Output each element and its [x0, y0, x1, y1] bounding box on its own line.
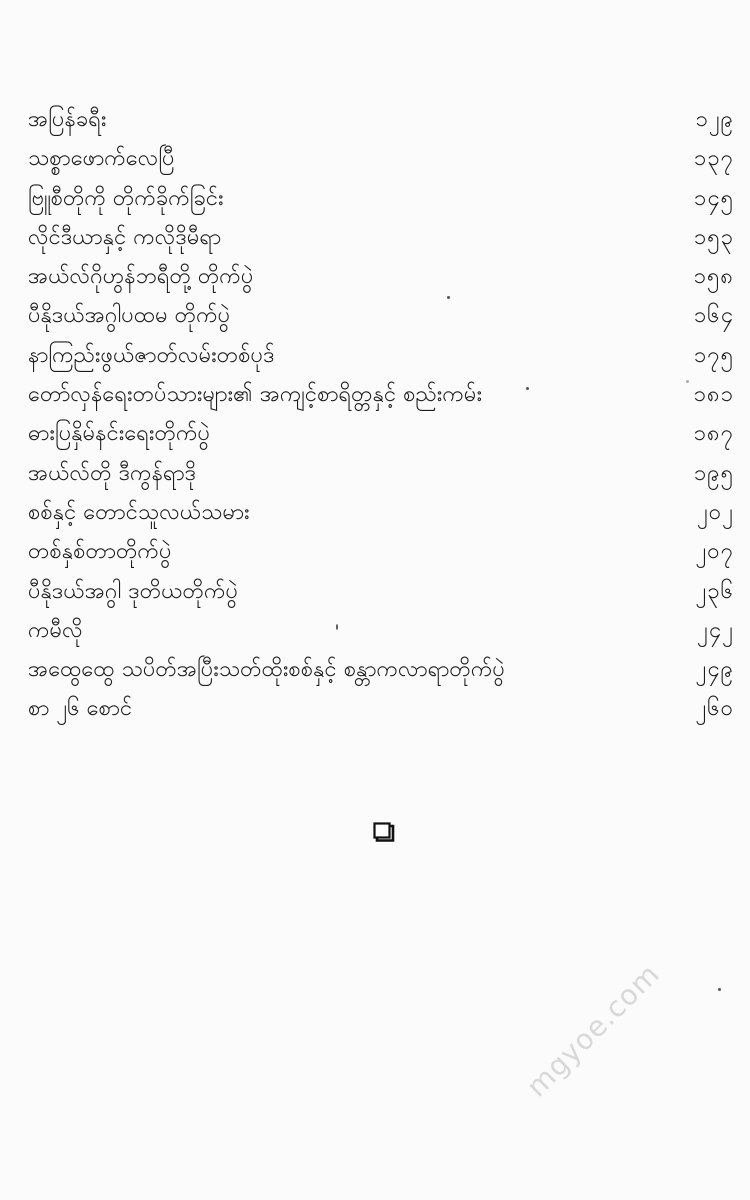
toc-entry: [28, 572, 734, 611]
toc-entry-page-number: ၁၄၅: [693, 185, 734, 211]
toc-entry-title: အထွေထွေ သပိတ်အပြီးသတ်ထိုးစစ်နှင့် စန္တာကလာရာတိုက်ပွဲ: [28, 657, 505, 683]
toc-entry-title: လိုင်ဒီယာနှင့် ကလိုဒိုမီရာ: [28, 224, 222, 250]
toc-entry: [28, 414, 734, 453]
toc-entry-page-number: ၁၉၅: [693, 460, 734, 486]
toc-entry-title: တော်လှန်ရေးတပ်သားများ၏ အကျင့်စာရိတ္တနှင့် စည်းကမ်း: [28, 382, 483, 408]
toc-entry-title: အယ်လ်ဂိုဟွန်ဘရီတို့ တိုက်ပွဲ: [28, 264, 254, 290]
toc-entry-page-number: ၂၃၆: [695, 578, 734, 604]
toc-entry-title: စာ ၂၆ စောင်: [28, 696, 133, 722]
toc-entry: [28, 257, 734, 296]
toc-entry-title: ပီနိုဒယ်အဂွါ ဒုတိယတိုက်ပွဲ: [28, 578, 239, 604]
toc-entry-title: ဗြူစီတိုကို တိုက်ခိုက်ခြင်း: [28, 185, 224, 211]
toc-entry-page-number: ၁၇၅: [693, 342, 734, 368]
toc-entry-page-number: ၁၅၈: [693, 264, 734, 290]
end-square-icon: [373, 822, 395, 842]
toc-entry: [28, 493, 734, 532]
toc-entry: [28, 532, 734, 571]
toc-entry-title: သစ္စာဖောက်လေပြီ: [28, 146, 175, 172]
toc-entry-page-number: ၁၈၇: [693, 421, 734, 447]
paper-speck: [718, 988, 721, 991]
toc-entry-title: ပီနိုဒယ်အဂွါပထမ တိုက်ပွဲ: [28, 303, 231, 329]
toc-entry-title: တစ်နှစ်တာတိုက်ပွဲ: [28, 539, 172, 565]
paper-speck: [526, 387, 529, 390]
toc-entry-page-number: ၂၀၇: [695, 539, 734, 565]
toc-entry: [28, 336, 734, 375]
toc-entry: [28, 454, 734, 493]
toc-entry-title: ကမီလို: [28, 617, 83, 643]
toc-entry: [28, 179, 734, 218]
toc-entry-title: အယ်လ်တို ဒီကွန်ရာဒို: [28, 460, 197, 486]
toc-entry-title: ဓားပြနှိမ်နင်းရေးတိုက်ပွဲ: [28, 421, 211, 447]
watermark: mgyoe.com: [520, 957, 667, 1104]
toc-entry-title: နာကြည်းဖွယ်ဇာတ်လမ်းတစ်ပုဒ်: [28, 342, 275, 368]
toc-entry-page-number: ၁၂၉: [695, 107, 734, 132]
toc-entry-page-number: ၂၆၀: [695, 696, 734, 722]
toc-entry: [28, 218, 734, 257]
toc-entry-title: စစ်နှင့် တောင်သူလယ်သမား: [28, 499, 250, 525]
toc-entry-page-number: ၂၀၂: [697, 499, 734, 525]
toc-entry-page-number: ၁၆၄: [693, 303, 734, 329]
toc-entry-page-number: ၁၅၃: [693, 224, 734, 250]
toc-entry-title: အပြန်ခရီး: [28, 107, 107, 132]
paper-speck: [336, 624, 338, 630]
toc-entry-page-number: ၁၃၇: [693, 146, 734, 172]
toc-entry: [28, 650, 734, 689]
toc-entry-page-number: ၂၄၉: [695, 657, 734, 683]
toc-entry-page-number: ၂၄၂: [697, 617, 734, 643]
toc-entry-page-number: ၁၈၁: [693, 382, 734, 408]
paper-speck: [447, 296, 450, 299]
paper-speck: [686, 380, 689, 383]
toc-entry: [28, 611, 734, 650]
toc-entry: [28, 375, 734, 414]
toc-entry: [28, 100, 734, 139]
toc-entry: [28, 296, 734, 335]
toc-entry: [28, 689, 734, 728]
toc-entry: [28, 139, 734, 178]
table-of-contents: [28, 100, 734, 729]
